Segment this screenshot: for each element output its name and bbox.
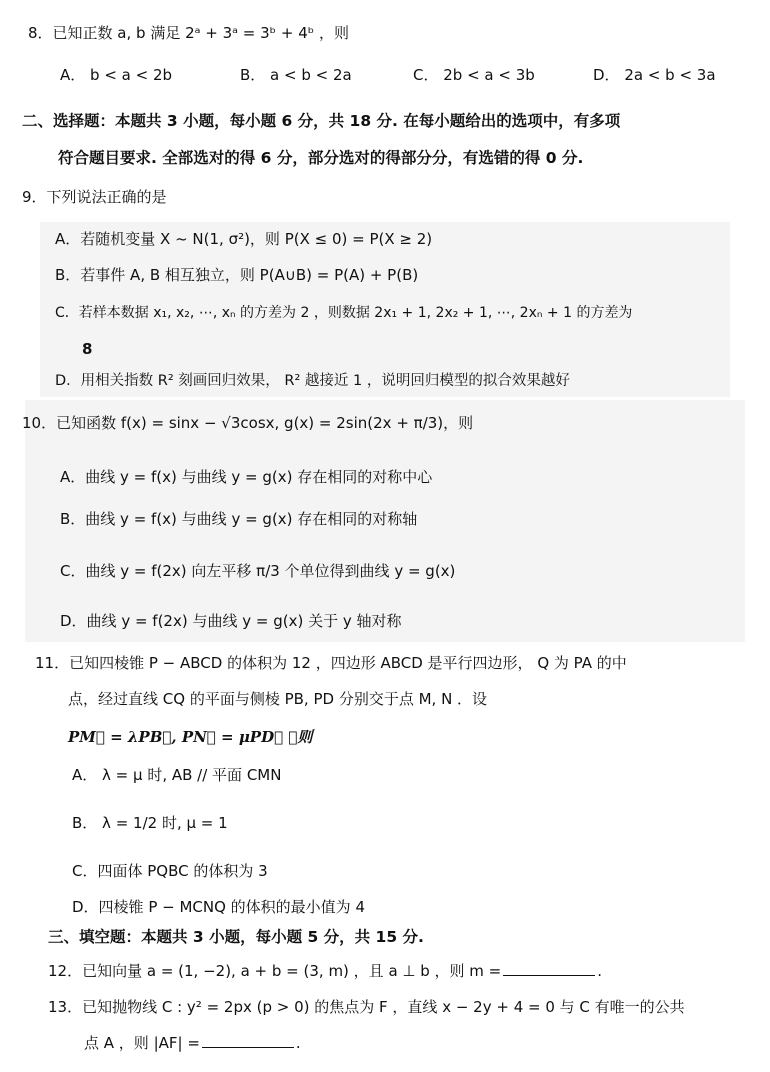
option-8-d: D． 2a < b < 3a xyxy=(593,66,716,84)
section-2-heading-cont: 符合题目要求. 全部选对的得 6 分，部分选对的得部分分，有选错的得 0 分. xyxy=(58,149,584,167)
option-10-d: D．曲线 y = f(2x) 与曲线 y = g(x) 关于 y 轴对称 xyxy=(60,612,402,630)
option-8-b: B． a < b < 2a xyxy=(240,66,352,84)
option-9-d: D．用相关指数 R² 刻画回归效果， R² 越接近 1 ，说明回归模型的拟合效果越好 xyxy=(55,373,570,389)
option-9-a: A．若随机变量 X ~ N(1, σ²)，则 P(X ≤ 0) = P(X ≥ 2) xyxy=(55,230,433,248)
option-11-b: B． λ = 1/2 时, μ = 1 xyxy=(72,814,228,832)
question-10-stem: 10．已知函数 f(x) = sinx − √3cosx, g(x) = 2sin(2x + π/3)，则 xyxy=(22,414,474,432)
option-9-b: B．若事件 A, B 相互独立，则 P(A∪B) = P(A) + P(B) xyxy=(55,266,419,284)
question-8-stem: 8．已知正数 a, b 满足 2ᵃ + 3ᵃ = 3ᵇ + 4ᵇ ，则 xyxy=(28,24,349,42)
question-12: 12．已知向量 a = (1, −2), a + b = (3, m) ，且 a ⊥ b ，则 m = . xyxy=(48,962,603,980)
option-10-c: C．曲线 y = f(2x) 向左平移 π/3 个单位得到曲线 y = g(x) xyxy=(60,562,456,580)
section-2-heading: 二、选择题：本题共 3 小题，每小题 6 分，共 18 分. 在每小题给出的选项中，有多项 xyxy=(22,112,621,130)
option-9-c-cont: 8 xyxy=(82,340,93,358)
question-11-stem-cont: 点，经过直线 CQ 的平面与侧棱 PB, PD 分别交于点 M, N ．设 xyxy=(68,690,488,708)
question-11-vector-condition: PM⃗ = λPB⃗, PN⃗ = μPD⃗ ，则 xyxy=(68,728,313,746)
section-3-heading: 三、填空题：本题共 3 小题，每小题 5 分，共 15 分. xyxy=(48,928,424,946)
answer-blank-13[interactable] xyxy=(202,1032,294,1048)
option-9-c: C．若样本数据 x₁, x₂, ⋯, xₙ 的方差为 2 ，则数据 2x₁ + 1, 2x₂ + 1, ⋯, 2xₙ + 1 的方差为 xyxy=(55,305,633,321)
question-11-stem: 11．已知四棱锥 P − ABCD 的体积为 12 ，四边形 ABCD 是平行四边形， Q 为 PA 的中 xyxy=(35,654,627,672)
question-13-cont: 点 A ，则 |AF| = . xyxy=(84,1034,301,1052)
option-8-c: C． 2b < a < 3b xyxy=(413,66,535,84)
question-8-options xyxy=(0,64,770,86)
option-8-a: A． b < a < 2b xyxy=(60,66,173,84)
option-11-a: A． λ = μ 时, AB // 平面 CMN xyxy=(72,766,282,784)
option-11-d: D．四棱锥 P − MCNQ 的体积的最小值为 4 xyxy=(72,898,365,916)
question-9-stem: 9．下列说法正确的是 xyxy=(22,188,167,206)
question-13: 13．已知抛物线 C : y² = 2px (p > 0) 的焦点为 F ，直线 x − 2y + 4 = 0 与 C 有唯一的公共 xyxy=(48,998,685,1016)
answer-blank-12[interactable] xyxy=(503,960,595,976)
option-10-b: B．曲线 y = f(x) 与曲线 y = g(x) 存在相同的对称轴 xyxy=(60,510,418,528)
option-10-a: A．曲线 y = f(x) 与曲线 y = g(x) 存在相同的对称中心 xyxy=(60,468,433,486)
option-11-c: C．四面体 PQBC 的体积为 3 xyxy=(72,862,268,880)
